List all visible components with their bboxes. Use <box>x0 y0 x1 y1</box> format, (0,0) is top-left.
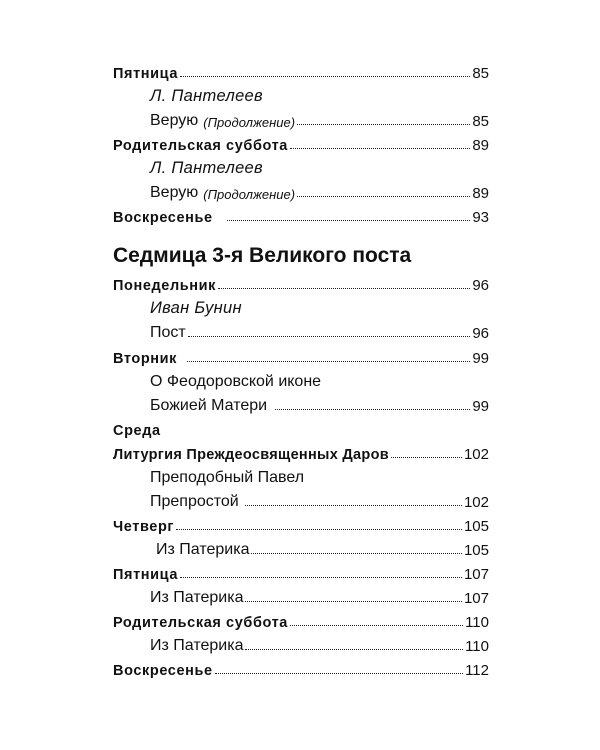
page-number: 110 <box>465 638 489 655</box>
entry-title: Преподобный Павел <box>150 469 305 486</box>
entry-title: Из Патерика <box>156 541 250 558</box>
toc-entry-feodorovskaya-icon[interactable] <box>150 391 489 415</box>
entry-title: Верую <box>150 184 199 201</box>
toc-entry-thursday[interactable] <box>113 511 489 535</box>
dot-leader <box>391 457 462 458</box>
toc-entry-liturgy[interactable] <box>113 439 489 463</box>
page-number: 93 <box>472 209 489 226</box>
toc-entry-line <box>150 367 489 391</box>
entry-title: Вторник <box>113 351 178 367</box>
dot-leader <box>176 529 462 530</box>
dot-leader <box>218 288 470 289</box>
page-number: 99 <box>472 350 489 367</box>
page-number: 105 <box>463 518 489 535</box>
toc-entry-line <box>150 463 489 487</box>
dot-leader <box>188 336 471 337</box>
dot-leader <box>180 577 462 578</box>
entry-title: О Феодоровской иконе <box>150 373 322 390</box>
dot-leader <box>245 649 463 650</box>
page-number: 99 <box>472 398 489 415</box>
entry-title: Пятница <box>113 66 179 82</box>
dot-leader <box>275 409 470 410</box>
page-number: 89 <box>472 185 489 202</box>
dot-leader <box>215 673 463 674</box>
toc-author <box>150 82 489 106</box>
toc-entry-paterik[interactable] <box>156 535 489 559</box>
entry-title: Пост <box>150 324 186 341</box>
entry-title: Верую <box>150 112 199 129</box>
toc-author <box>150 294 489 318</box>
dot-leader <box>297 124 470 125</box>
toc-entry-sunday[interactable] <box>113 655 489 679</box>
page-number: 85 <box>472 113 489 130</box>
toc-entry-friday[interactable] <box>113 559 489 583</box>
page-number: 105 <box>463 542 489 559</box>
toc-author <box>150 154 489 178</box>
page-number: 85 <box>472 65 489 82</box>
entry-title: Препростой <box>150 493 239 510</box>
dot-leader <box>251 553 462 554</box>
page-number: 107 <box>463 566 489 583</box>
toc-heading-wednesday <box>113 415 489 439</box>
entry-title: Пятница <box>113 567 179 583</box>
dot-leader <box>245 601 462 602</box>
entry-title: Литургия Преждеосвященных Даров <box>113 447 389 463</box>
page-number: 96 <box>472 325 489 342</box>
entry-title: Четверг <box>113 519 175 535</box>
entry-title: Среда <box>113 423 161 439</box>
dot-leader <box>245 505 462 506</box>
entry-title: Из Патерика <box>150 589 244 606</box>
toc-entry-pavel[interactable] <box>150 487 489 511</box>
entry-title: Из Патерика <box>150 637 244 654</box>
dot-leader <box>227 220 471 221</box>
entry-note: (Продолжение) <box>203 187 296 202</box>
toc-entry-post[interactable] <box>150 318 489 342</box>
author-name: Иван Бунин <box>150 299 242 317</box>
toc-entry-sunday[interactable] <box>113 202 489 226</box>
page-number: 107 <box>463 590 489 607</box>
page-number: 89 <box>472 137 489 154</box>
entry-title: Родительская суббота <box>113 138 288 154</box>
toc-entry-parental-saturday[interactable] <box>113 607 489 631</box>
dot-leader <box>187 361 470 362</box>
author-name: Л. Пантелеев <box>150 159 263 177</box>
section-title: Седмица 3-я Великого поста <box>113 244 412 267</box>
entry-title: Воскресенье <box>113 663 213 679</box>
toc-entry-veruyu[interactable] <box>150 106 489 130</box>
page-number: 96 <box>472 277 489 294</box>
entry-note: (Продолжение) <box>203 115 296 130</box>
entry-title: Понедельник <box>113 278 217 294</box>
toc-entry-parental-saturday[interactable] <box>113 130 489 154</box>
toc-entry-paterik[interactable] <box>150 631 489 655</box>
page-number: 110 <box>465 614 489 631</box>
toc-entry-monday[interactable] <box>113 270 489 294</box>
entry-title: Воскресенье <box>113 210 213 226</box>
entry-title: Родительская суббота <box>113 615 288 631</box>
page-number: 102 <box>463 494 489 511</box>
toc-entry-friday[interactable] <box>113 58 489 82</box>
dot-leader <box>297 196 470 197</box>
dot-leader <box>290 625 463 626</box>
toc-entry-paterik[interactable] <box>150 583 489 607</box>
author-name: Л. Пантелеев <box>150 87 263 105</box>
entry-title: Божией Матери <box>150 397 268 414</box>
dot-leader <box>290 148 470 149</box>
toc-entry-veruyu[interactable] <box>150 178 489 202</box>
page-number: 112 <box>465 662 489 679</box>
page-number: 102 <box>463 446 489 463</box>
toc-entry-tuesday[interactable] <box>113 343 489 367</box>
dot-leader <box>180 76 470 77</box>
